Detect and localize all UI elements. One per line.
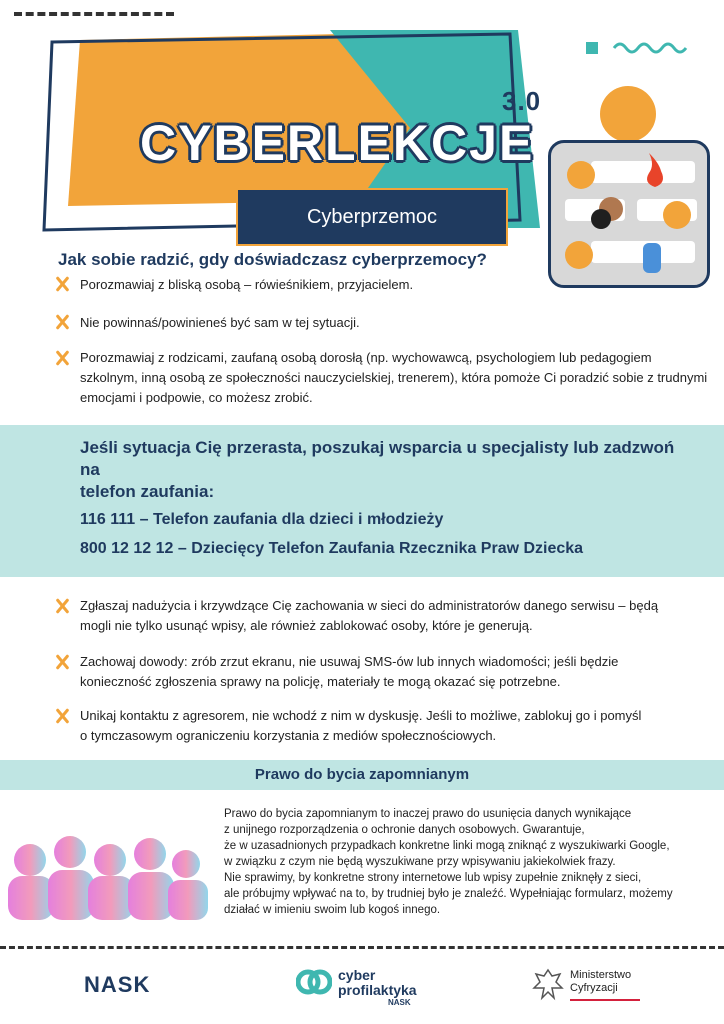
list-item: Porozmawiaj z bliską osobą – rówieśnikiem, przyjacielem. bbox=[80, 277, 414, 292]
main-title: CYBERLEKCJE bbox=[140, 115, 535, 171]
section3-body: Prawo do bycia zapomnianym to inaczej prawo do usunięcia danych wynikające z unijnego rozporządzenia o ochronie danych osobowych. Gwarantuje, że w uzasadnionych przypadkach konkretne linki mogą zniknąć z wyszukiwarki Google, w związku z czym nie będą wyszukiwane przy wpisywaniu jakiekolwiek frazy. Nie sprawimy, by konkretne strony internetowe lub wpisy zupełnie zniknęły z sieci, ale próbujmy wpływać na to, by trudniej było je znaleźć. Wypełniając formularz, możemy działać w imieniu swoim lub kogoś innego. bbox=[224, 808, 673, 916]
cyber-profilaktyka-nask: NASK bbox=[388, 998, 411, 1007]
cross-bullet-icon bbox=[54, 708, 70, 724]
header-banner bbox=[40, 28, 540, 238]
chat-emoji-icon bbox=[551, 143, 707, 285]
cross-bullet-icon bbox=[54, 598, 70, 614]
list-item: Nie powinnaś/powinieneś być sam w tej sytuacji. bbox=[80, 315, 360, 330]
list-item: Zachowaj dowody: zrób zrzut ekranu, nie usuwaj SMS-ów lub innych wiadomości; jeśli będzie konieczność zgłoszenia sprawy na policję, materiały te mogą okazać się potrzebne. bbox=[80, 654, 619, 689]
cross-bullet-icon bbox=[54, 350, 70, 366]
helpline-heading: Jeśli sytuacja Cię przerasta, poszukaj wsparcia u specjalisty lub zadzwoń na telefon zaufania: bbox=[80, 438, 675, 501]
top-dashed-line bbox=[14, 12, 174, 16]
decor-wave-icon bbox=[612, 38, 690, 56]
version-label: 3.0 bbox=[502, 86, 542, 116]
phone-illustration bbox=[548, 140, 710, 288]
list-item: Porozmawiaj z rodzicami, zaufaną osobą dorosłą (np. wychowawcą, psychologiem lub pedagogiem szkolnym, inną osobą ze społeczności nauczycielskiej, trenerem), która pomoże Ci poradzić sobie z trudnymi emocjami i podpowie, co możesz zrobić. bbox=[80, 350, 708, 405]
list-item: Zgłaszaj nadużycia i krzywdzące Cię zachowania w sieci do administratorów danego serwisu – będą mogli nie tylko usunąć wpisy, ale również zablokować osoby, które je generują. bbox=[80, 598, 659, 633]
ministry-logo: Ministerstwo Cyfryzacji bbox=[570, 969, 632, 994]
section1-heading: Jak sobie radzić, gdy doświadczasz cyberprzemocy? bbox=[58, 250, 487, 269]
cyber-profilaktyka-icon bbox=[296, 968, 332, 996]
subtitle-box bbox=[236, 188, 508, 246]
list-item: Unikaj kontaktu z agresorem, nie wchodź z nim w dyskusję. Jeśli to możliwe, zablokuj go i pomyśl o tymczasowym ograniczeniu korzystania z mediów społecznościowych. bbox=[80, 708, 642, 743]
cross-bullet-icon bbox=[54, 314, 70, 330]
eagle-emblem-icon bbox=[532, 966, 564, 1002]
bottom-dashed-line bbox=[0, 946, 724, 949]
ministry-flag-line bbox=[570, 999, 640, 1001]
decor-square bbox=[586, 42, 598, 54]
helpline-number-2: 800 12 12 12 – Dziecięcy Telefon Zaufania Rzecznika Praw Dziecka bbox=[80, 540, 584, 557]
cross-bullet-icon bbox=[54, 654, 70, 670]
helpline-number-1: 116 111 – Telefon zaufania dla dzieci i młodzieży bbox=[80, 511, 444, 528]
nask-logo: NASK bbox=[84, 972, 151, 997]
subtitle: Cyberprzemoc bbox=[306, 205, 438, 228]
people-silhouettes-icon bbox=[0, 830, 210, 922]
section3-title: Prawo do bycia zapomnianym bbox=[254, 766, 470, 783]
cyber-profilaktyka-logo: cyber profilaktyka bbox=[338, 967, 417, 998]
decor-circle bbox=[600, 86, 656, 142]
cross-bullet-icon bbox=[54, 276, 70, 292]
